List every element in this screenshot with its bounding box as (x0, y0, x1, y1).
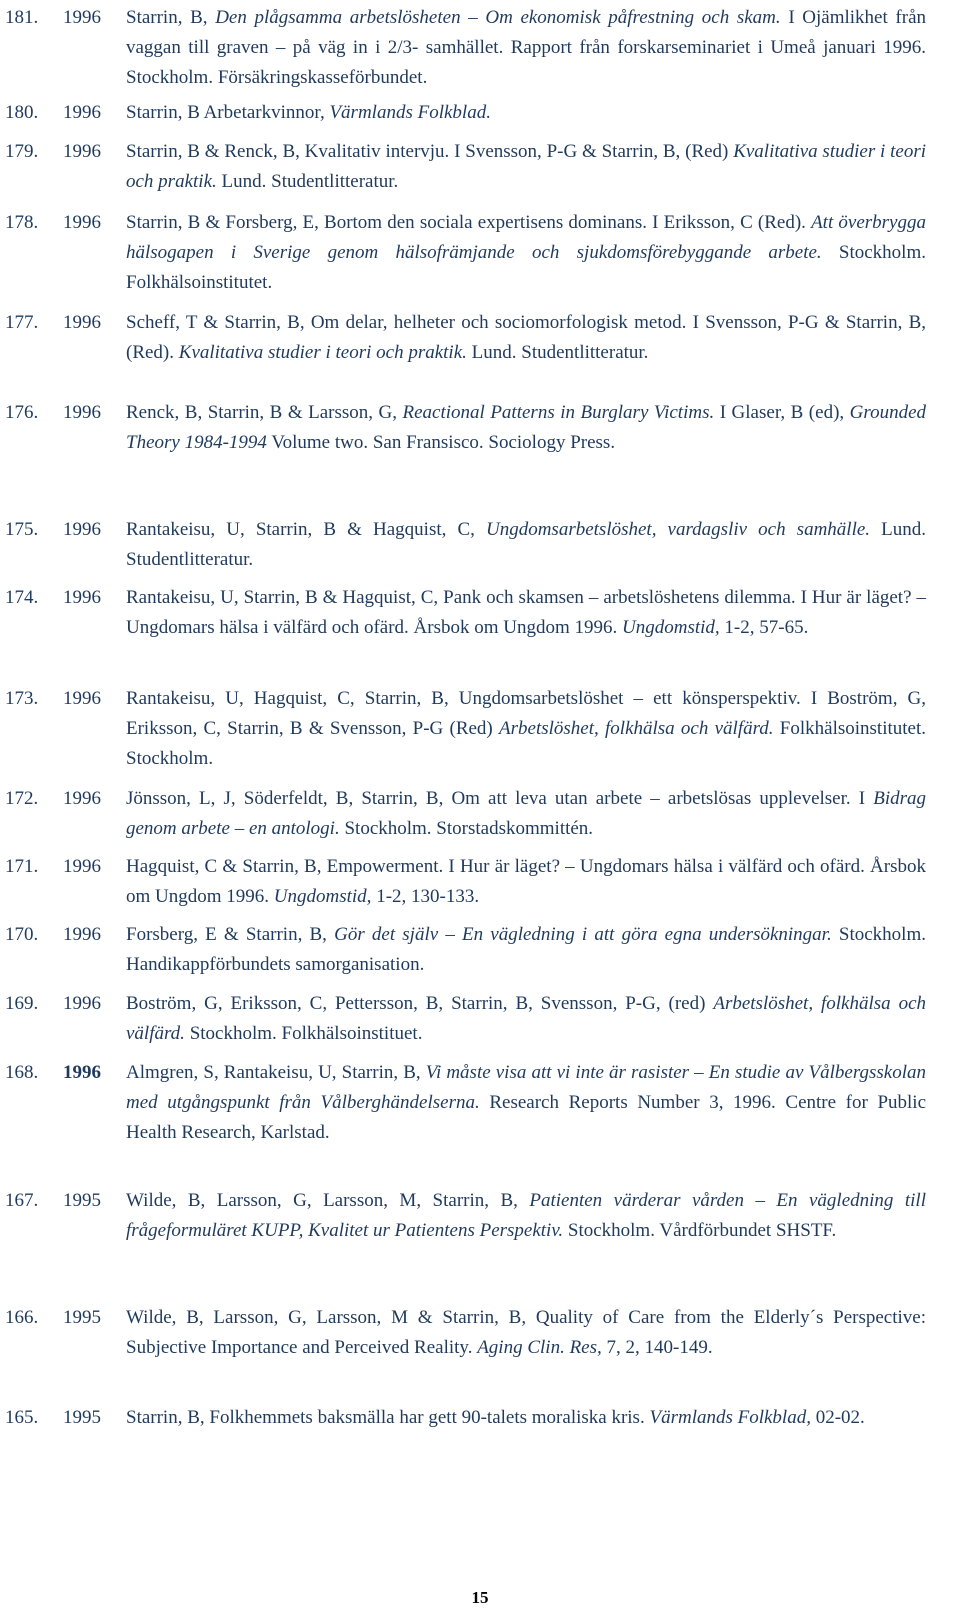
reference-text (126, 208, 926, 298)
reference-title-italic: Aging Clin. Res, (477, 1337, 602, 1358)
reference-text (126, 398, 926, 458)
reference-text-segment: Rantakeisu, U, Starrin, B & Hagquist, C, Pank och skamsen – arbetslöshetens dilemma. I Hur är läget? – Ungdomars hälsa i välfärd och ofärd. Årsbok om Ungdom 1996. (126, 587, 926, 638)
reference-text (126, 137, 926, 197)
reference-number: 165. (5, 1407, 39, 1428)
reference-text-segment: Stockholm. Vårdförbundet SHSTF. (563, 1220, 837, 1241)
reference-text-segment: I Ojämlikhet från vaggan till graven – på väg in i 2/3- samhället. Rapport från forskarseminariet i Umeå januari 1996. Stockholm. Försäkringskasseförbundet. (126, 7, 927, 88)
reference-text-segment: Wilde, B, Larsson, G, Larsson, M & Starrin, B, Quality of Care from the Elderly´s Perspective: Subjective Importance and Perceived Reality. (126, 1307, 926, 1358)
reference-title-italic: Ungdomstid, (273, 886, 372, 907)
reference-text (126, 1058, 926, 1148)
reference-number: 170. (5, 924, 39, 945)
reference-text (126, 3, 926, 93)
reference-year: 1996 (63, 312, 101, 333)
reference-text (126, 784, 926, 844)
reference-title-italic: Kvalitativa studier i teori och praktik. (126, 141, 926, 192)
reference-number: 181. (5, 7, 39, 28)
reference-year: 1996 (63, 402, 101, 423)
reference-text (126, 515, 926, 575)
reference-number: 173. (5, 688, 39, 709)
reference-text (126, 98, 926, 128)
reference-text (126, 852, 926, 912)
reference-year: 1996 (63, 212, 101, 233)
reference-text-segment: Jönsson, L, J, Söderfeldt, B, Starrin, B, Om att leva utan arbete – arbetslösas upplevelser. I (126, 788, 874, 809)
reference-text (126, 583, 926, 643)
reference-year: 1996 (63, 587, 101, 608)
reference-year: 1995 (63, 1307, 101, 1328)
reference-number: 167. (5, 1190, 39, 1211)
reference-year: 1996 (63, 993, 101, 1014)
reference-number: 169. (5, 993, 39, 1014)
reference-text-segment: Scheff, T & Starrin, B, Om delar, helheter och sociomorfologisk metod. I Svensson, P-G & Starrin, B, (Red). (126, 312, 926, 363)
reference-text-segment: Starrin, B & Renck, B, Kvalitativ intervju. I Svensson, P-G & Starrin, B, (Red) (126, 141, 734, 162)
reference-year: 1995 (63, 1190, 101, 1211)
reference-year: 1996 (63, 7, 101, 28)
reference-text (126, 989, 926, 1049)
reference-text (126, 920, 926, 980)
reference-text-segment: Almgren, S, Rantakeisu, U, Starrin, B, (126, 1062, 426, 1083)
reference-title-italic: Vi måste visa att vi inte är rasister – En studie av Vålbergsskolan med utgångspunkt från Vålberghändelserna. (126, 1062, 927, 1113)
reference-text-segment: 7, 2, 140-149. (601, 1337, 713, 1358)
reference-text-segment: Rantakeisu, U, Hagquist, C, Starrin, B, Ungdomsarbetslöshet – ett könsperspektiv. I Boström, G, Eriksson, C, Starrin, B & Svensson, P-G (Red) (126, 688, 926, 739)
reference-text-segment: Starrin, B, Folkhemmets baksmälla har gett 90-talets moraliska kris. (126, 1407, 650, 1428)
reference-title-italic: Arbetslöshet, folkhälsa och välfärd. (499, 718, 774, 739)
reference-number: 180. (5, 102, 39, 123)
reference-title-italic: Ungdomstid, (622, 617, 720, 638)
reference-text (126, 1403, 926, 1433)
reference-year: 1996 (63, 141, 101, 162)
reference-text-segment: 02-02. (810, 1407, 865, 1428)
reference-title-italic: Arbetslöshet, folkhälsa och välfärd. (126, 993, 927, 1044)
reference-number: 177. (5, 312, 39, 333)
reference-year: 1996 (63, 788, 101, 809)
reference-text (126, 308, 926, 368)
reference-title-italic: Reactional Patterns in Burglary Victims. (402, 402, 715, 423)
reference-text-segment: Stockholm. Handikappförbundets samorganisation. (126, 924, 926, 975)
reference-text-segment: Stockholm. Folkhälsoinstituet. (184, 1023, 423, 1044)
reference-title-italic: Kvalitativa studier i teori och praktik. (178, 342, 467, 363)
reference-text-segment: Volume two. San Fransisco. Sociology Press. (266, 432, 616, 453)
reference-text-segment: Forsberg, E & Starrin, B, (126, 924, 335, 945)
page-number: 15 (471, 1588, 489, 1607)
reference-text-segment: Stockholm. Folkhälsoinstitutet. (126, 242, 926, 293)
reference-year: 1996 (63, 688, 101, 709)
reference-text-segment: Lund. Studentlitteratur. (126, 519, 926, 570)
reference-title-italic: Värmlands Folkblad, (649, 1407, 811, 1428)
reference-text (126, 684, 926, 774)
reference-text-segment: Renck, B, Starrin, B & Larsson, G, (126, 402, 403, 423)
reference-year: 1996 (63, 1062, 101, 1083)
reference-text-segment: 1-2, 57-65. (719, 617, 809, 638)
reference-text-segment: Boström, G, Eriksson, C, Pettersson, B, Starrin, B, Svensson, P-G, (red) (126, 993, 714, 1014)
reference-year: 1995 (63, 1407, 101, 1428)
reference-text-segment: 1-2, 130-133. (371, 886, 480, 907)
reference-title-italic: Bidrag genom arbete – en antologi. (126, 788, 926, 839)
reference-text-segment: Research Reports Number 3, 1996. Centre for Public Health Research, Karlstad. (126, 1092, 926, 1143)
reference-number: 168. (5, 1062, 39, 1083)
reference-text-segment: Starrin, B Arbetarkvinnor, (126, 102, 330, 123)
reference-year: 1996 (63, 519, 101, 540)
reference-title-italic: Gör det själv – En vägledning i att göra egna undersökningar. (334, 924, 832, 945)
reference-title-italic: Ungdomsarbetslöshet, vardagsliv och samhälle. (485, 519, 871, 540)
reference-text-segment: Stockholm. Storstadskommittén. (339, 818, 594, 839)
reference-year: 1996 (63, 102, 101, 123)
reference-year: 1996 (63, 924, 101, 945)
reference-text-segment: Starrin, B, (126, 7, 216, 28)
reference-number: 175. (5, 519, 39, 540)
reference-text-segment: Hagquist, C & Starrin, B, Empowerment. I Hur är läget? – Ungdomars hälsa i välfärd och ofärd. Årsbok om Ungdom 1996. (126, 856, 926, 907)
reference-title-italic: Den plågsamma arbetslösheten – Om ekonomisk påfrestning och skam. (215, 7, 781, 28)
reference-title-italic: Värmlands Folkblad. (329, 102, 491, 123)
reference-text (126, 1303, 926, 1363)
reference-text-segment: Lund. Studentlitteratur. (216, 171, 399, 192)
reference-text-segment: Lund. Studentlitteratur. (466, 342, 649, 363)
reference-title-italic: Grounded Theory 1984-1994 (126, 402, 926, 453)
reference-title-italic: Att överbrygga hälsogapen i Sverige genom hälsofrämjande och sjukdomsförebyggande arbete. (126, 212, 926, 263)
reference-text-segment: I Glaser, B (ed), (714, 402, 850, 423)
reference-number: 179. (5, 141, 39, 162)
reference-number: 171. (5, 856, 39, 877)
reference-text-segment: Rantakeisu, U, Starrin, B & Hagquist, C, (126, 519, 486, 540)
reference-number: 176. (5, 402, 39, 423)
reference-title-italic: Patienten värderar vården – En vägledning till frågeformuläret KUPP, Kvalitet ur Patientens Perspektiv. (126, 1190, 926, 1241)
reference-number: 174. (5, 587, 39, 608)
reference-text-segment: Starrin, B & Forsberg, E, Bortom den sociala expertisens dominans. I Eriksson, C (Red). (126, 212, 812, 233)
reference-number: 166. (5, 1307, 39, 1328)
reference-text-segment: Folkhälsoinstitutet. Stockholm. (126, 718, 926, 769)
reference-text-segment: Wilde, B, Larsson, G, Larsson, M, Starrin, B, (126, 1190, 530, 1211)
reference-number: 178. (5, 212, 39, 233)
reference-text (126, 1186, 926, 1246)
reference-year: 1996 (63, 856, 101, 877)
reference-number: 172. (5, 788, 39, 809)
